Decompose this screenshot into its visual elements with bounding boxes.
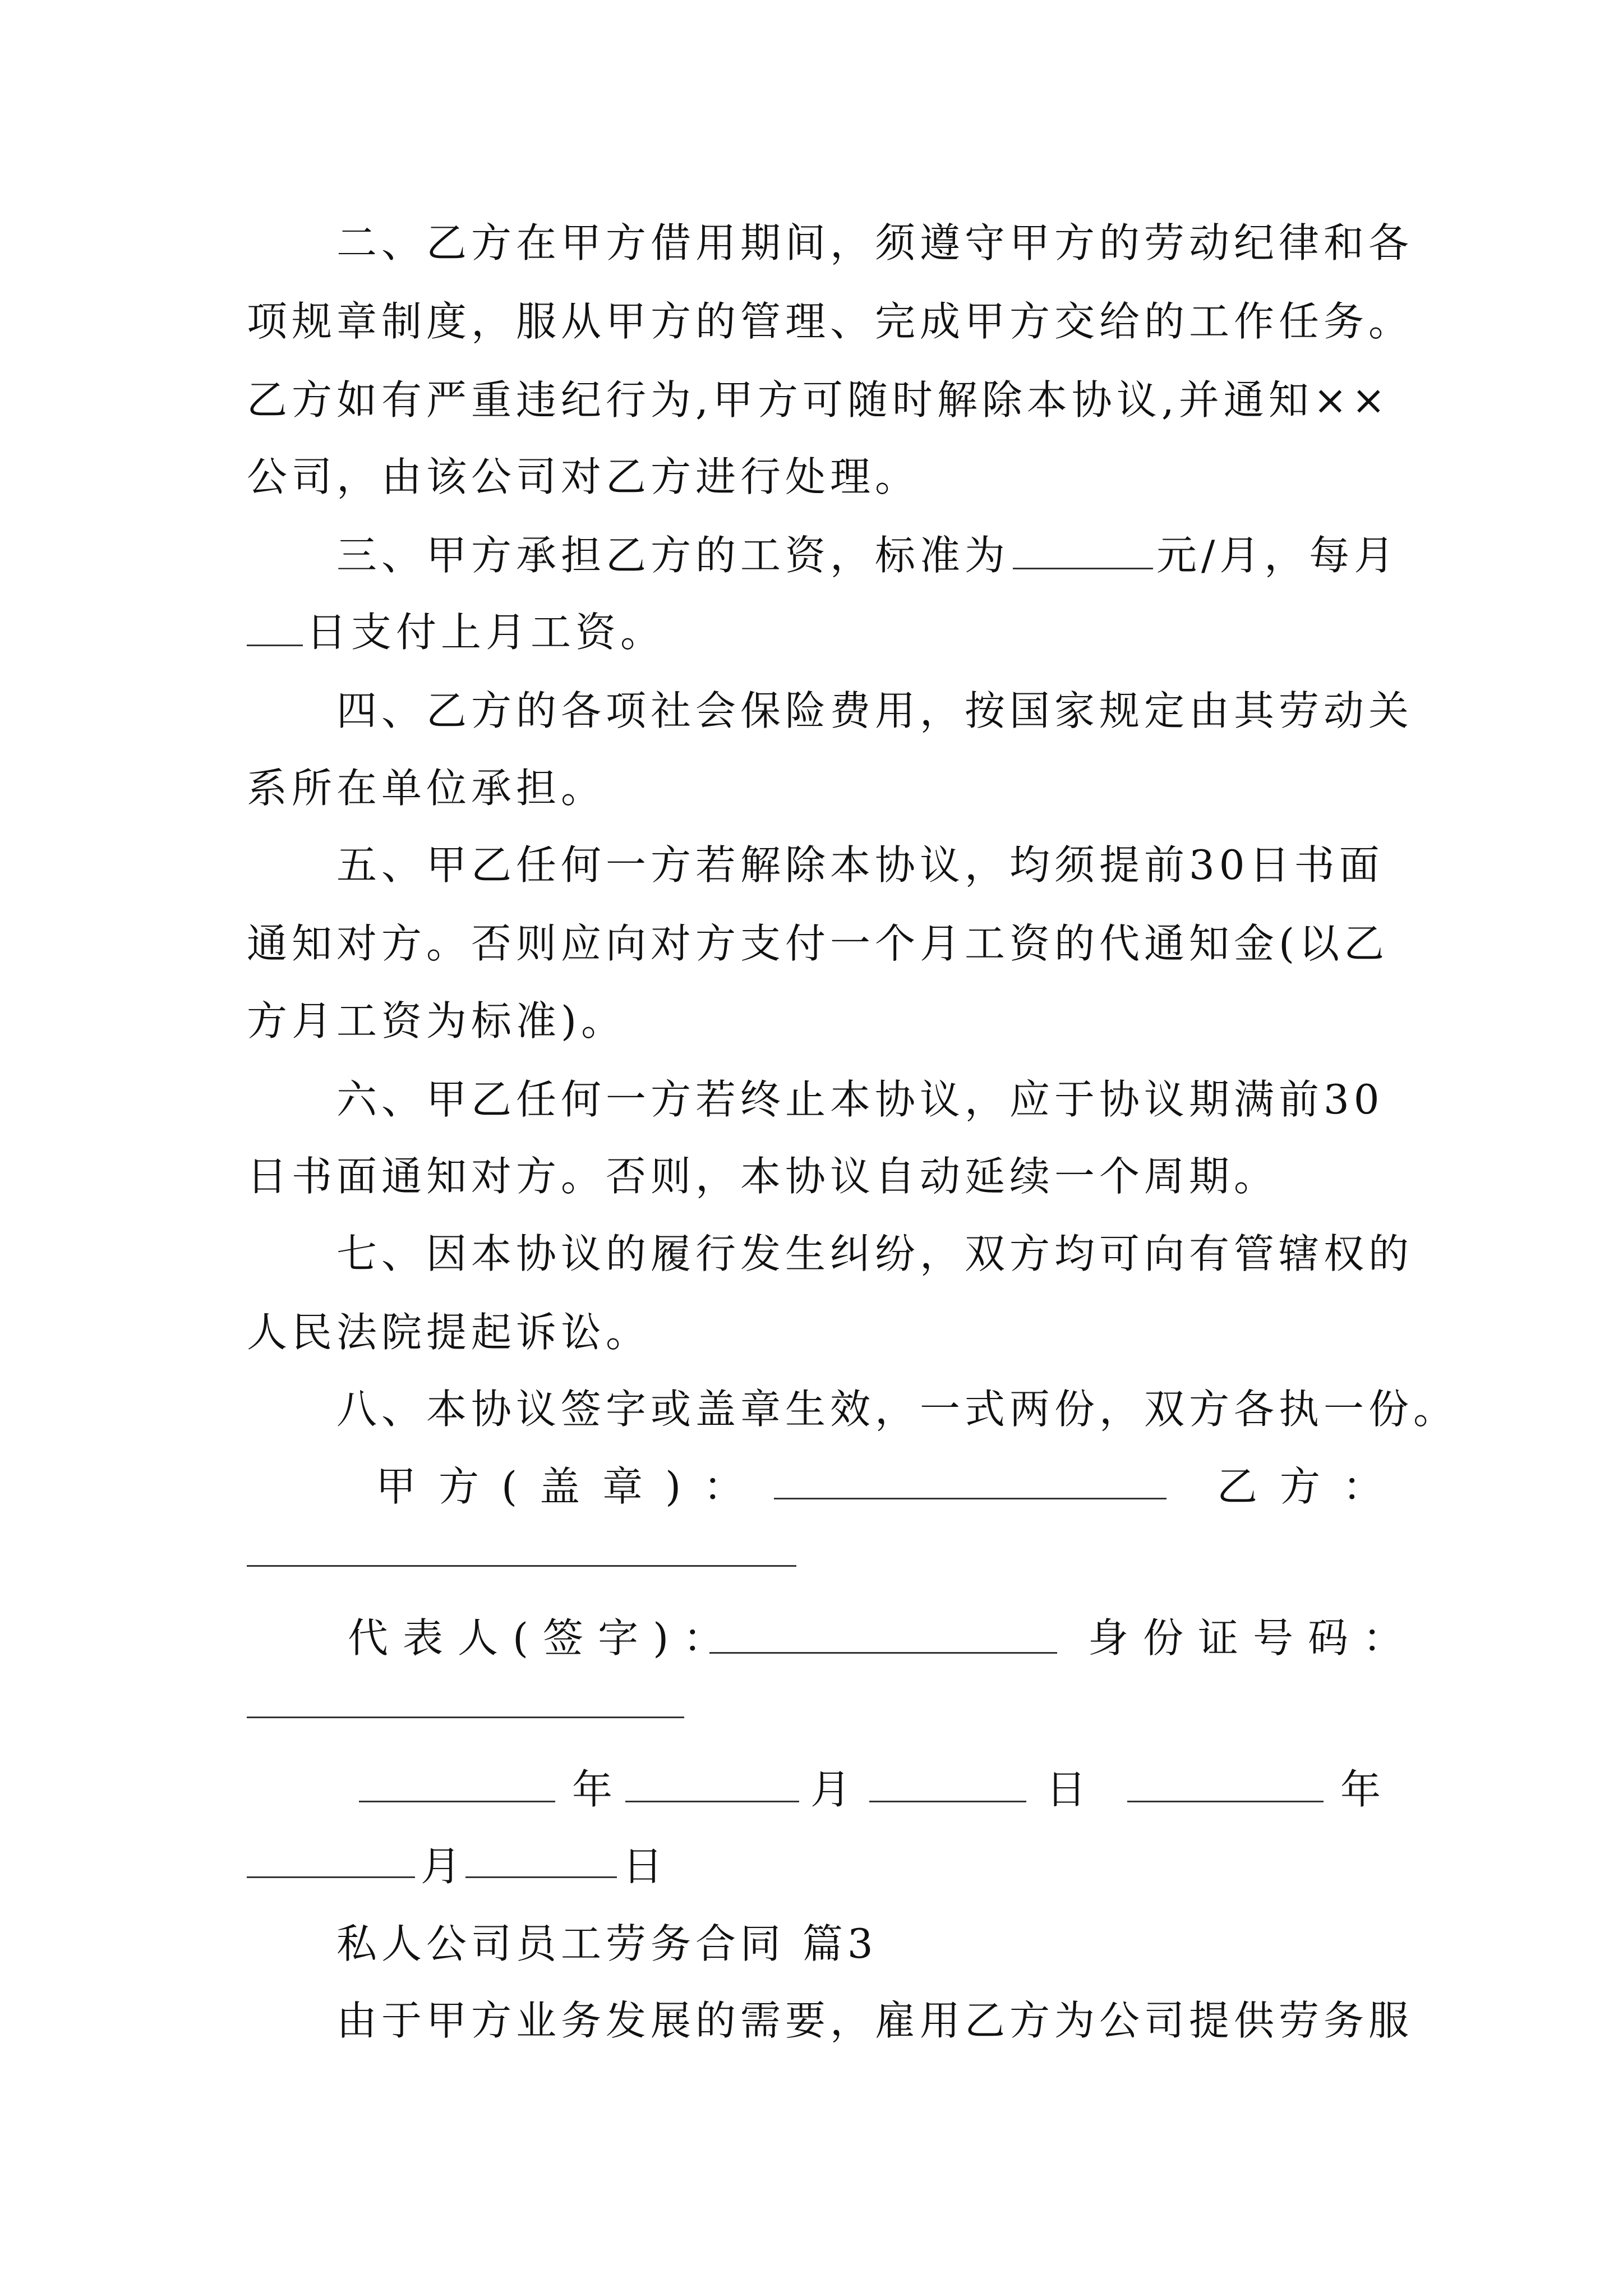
clause-3-text-b: 元/月，每月 — [1156, 532, 1399, 579]
clause-7-line-2: 人民法院提起诉讼。 — [247, 1309, 651, 1356]
clause-3-line-1 — [336, 527, 1399, 583]
representative-label: 代表人(签字)： — [348, 1614, 739, 1662]
section-title: 私人公司员工劳务合同 篇3 — [336, 1920, 878, 1967]
salary-blank[interactable] — [1013, 527, 1153, 569]
date-a-day-blank[interactable] — [869, 1801, 1026, 1802]
date-b-month-blank[interactable] — [247, 1876, 415, 1878]
date-b-year-blank[interactable] — [1127, 1801, 1324, 1802]
clause-5-line-1: 五、甲乙任何一方若解除本协议，均须提前30日书面 — [336, 841, 1384, 889]
clause-4-line-2: 系所在单位承担。 — [247, 765, 606, 812]
clause-8-line-1: 八、本协议签字或盖章生效，一式两份，双方各执一份。 — [336, 1386, 1459, 1433]
clause-4-line-1: 四、乙方的各项社会保险费用，按国家规定由其劳动关 — [336, 687, 1414, 734]
date-b-month-label: 月 — [421, 1843, 466, 1890]
date-a-year-label: 年 — [572, 1766, 617, 1813]
date-a-year-blank[interactable] — [359, 1801, 555, 1802]
clause-2-line-3: 乙方如有严重违纪行为,甲方可随时解除本协议,并通知×× — [247, 376, 1390, 424]
representative-blank[interactable] — [709, 1652, 1057, 1654]
clause-5-line-2: 通知对方。否则应向对方支付一个月工资的代通知金(以乙 — [247, 920, 1389, 967]
clause-2-line-4: 公司，由该公司对乙方进行处理。 — [247, 453, 920, 500]
date-b-day-blank[interactable] — [465, 1876, 617, 1878]
clause-2-line-2: 项规章制度，服从甲方的管理、完成甲方交给的工作任务。 — [247, 298, 1414, 345]
date-a-day-label: 日 — [1046, 1766, 1091, 1813]
clause-3-text-c: 日支付上月工资。 — [306, 609, 666, 656]
section-3-line-1: 由于甲方业务发展的需要，雇用乙方为公司提供劳务服 — [336, 1997, 1414, 2044]
date-b-day-label: 日 — [623, 1843, 668, 1890]
clause-6-line-2: 日书面通知对方。否则，本协议自动延续一个周期。 — [247, 1153, 1279, 1200]
clause-3-line-2 — [247, 604, 665, 660]
id-number-blank[interactable] — [247, 1717, 684, 1718]
party-b-label: 乙方： — [1217, 1463, 1406, 1510]
clause-5-line-3: 方月工资为标准)。 — [247, 997, 626, 1045]
clause-7-line-1: 七、因本协议的履行发生纠纷，双方均可向有管辖权的 — [336, 1230, 1414, 1277]
date-a-month-blank[interactable] — [625, 1801, 799, 1802]
party-b-blank[interactable] — [247, 1565, 796, 1567]
id-number-label: 身份证号码： — [1088, 1614, 1418, 1662]
clause-2-line-1: 二、乙方在甲方借用期间，须遵守甲方的劳动纪律和各 — [336, 219, 1414, 266]
date-a-month-label: 月 — [810, 1766, 856, 1813]
clause-6-line-1: 六、甲乙任何一方若终止本协议，应于协议期满前30 — [336, 1076, 1384, 1123]
clause-3-text-a: 三、甲方承担乙方的工资，标准为 — [336, 532, 1010, 579]
party-a-seal-blank[interactable] — [774, 1498, 1166, 1499]
payday-blank[interactable] — [247, 604, 303, 646]
party-a-seal-label: 甲方(盖章)： — [376, 1463, 767, 1510]
date-b-year-label: 年 — [1340, 1766, 1386, 1813]
